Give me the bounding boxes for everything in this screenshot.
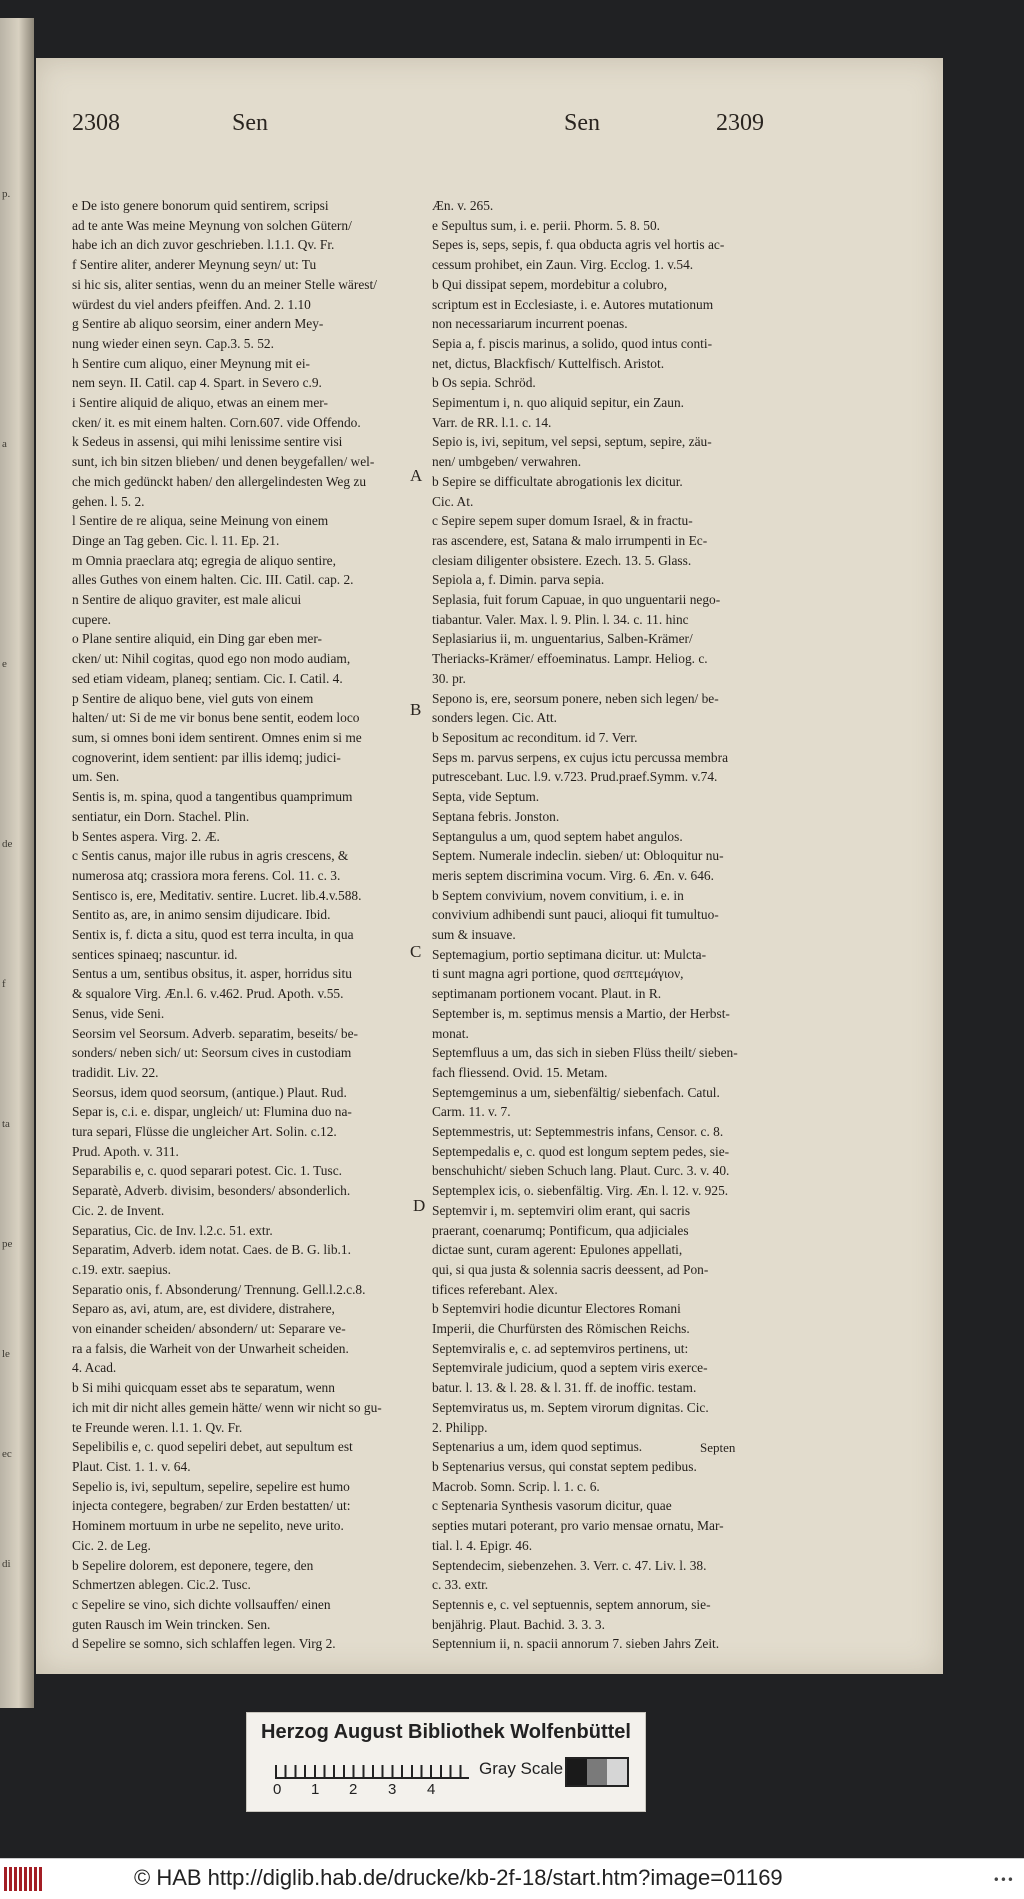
text-line: Seorsus, idem quod seorsum, (antique.) Plaut. Rud. [72, 1084, 347, 1100]
text-line: te Freunde weren. l.1. 1. Qv. Fr. [72, 1419, 243, 1435]
ruler-tick-label: 4 [427, 1781, 436, 1798]
text-line: sunt, ich bin sitzen blieben/ und denen beygefallen/ wel- [72, 454, 375, 470]
text-line: Septana febris. Jonston. [432, 808, 560, 824]
scale-card [246, 1712, 646, 1812]
text-line: ras ascendere, est, Satana & malo irrumpenti in Ec- [432, 532, 708, 548]
gray-swatch [587, 1759, 607, 1785]
text-line: Sepimentum i, n. quo aliquid sepitur, ein Zaun. [432, 395, 684, 411]
text-line: d Sepelire se somno, sich schlaffen legen. Virg 2. [72, 1636, 336, 1652]
text-line: Sepelibilis e, c. quod sepeliri debet, aut sepultum est [72, 1439, 353, 1455]
text-line: Prud. Apoth. v. 311. [72, 1143, 179, 1159]
margin-marker: B [410, 700, 422, 719]
text-line: Septemviralis e, c. ad septemviros pertinens, ut: [432, 1340, 689, 1356]
text-line: Dinge an Tag geben. Cic. l. 11. Ep. 21. [72, 532, 280, 548]
facing-page-fragment: de [2, 838, 13, 850]
text-line: Septennium ii, n. spacii annorum 7. sieben Jahrs Zeit. [432, 1636, 720, 1652]
text-line: Macrob. Somn. Scrip. l. 1. c. 6. [432, 1478, 600, 1494]
page-header [36, 110, 776, 146]
text-line: b Sentes aspera. Virg. 2. Æ. [72, 828, 220, 844]
text-line: qui, si qua justa & solennia sacris deessent, ad Pon- [432, 1261, 709, 1277]
text-line: praerant, coenarumq; Pontificum, qua adjiciales [432, 1222, 689, 1238]
text-line: i Sentire aliquid de aliquo, etwas an einem mer- [72, 395, 328, 411]
text-line: b Qui dissipat sepem, mordebitur a colubro, [432, 276, 668, 292]
text-line: sed etiam videam, planeq; sentiam. Cic. I. Catil. 4. [72, 670, 343, 686]
facing-page-fragment: di [2, 1558, 11, 1570]
gray-swatch [607, 1759, 627, 1785]
text-line: Sepiola a, f. Dimin. parva sepia. [432, 572, 605, 588]
text-line: Cic. 2. de Invent. [72, 1202, 165, 1218]
text-line: Sepono is, ere, seorsum ponere, neben sich legen/ be- [432, 690, 719, 706]
text-line: nem seyn. II. Catil. cap 4. Spart. in Severo c.9. [72, 375, 322, 391]
text-line: alles Guthes von einem halten. Cic. III. Catil. cap. 2. [72, 572, 354, 588]
text-line: Separo as, avi, atum, are, est dividere, distrahere, [72, 1301, 335, 1317]
text-line: clesiam diligenter obsistere. Ezech. 13. 5. Glass. [432, 552, 692, 568]
text-line: h Sentire cum aliquo, einer Meynung mit ei- [72, 355, 310, 371]
text-line: b Septenarius versus, qui constat septem pedibus. [432, 1459, 697, 1474]
text-line: che mich gedünckt haben/ den allergelindesten Weg zu [72, 473, 367, 489]
text-line: sonders/ neben sich/ ut: Seorsum cives in custodiam [72, 1045, 352, 1061]
text-line: convivium adhibendi sunt pauci, alioqui fit tumultuo- [432, 907, 719, 923]
text-line: Septenarius a um, idem quod septimus. [432, 1439, 643, 1455]
text-line: ra a falsis, die Warheit von der Unwarheit scheiden. [72, 1340, 349, 1356]
text-line: Separatè, Adverb. divisim, besonders/ absonderlich. [72, 1183, 351, 1199]
text-line: Separatius, Cic. de Inv. l.2.c. 51. extr. [72, 1222, 273, 1238]
text-line: halten/ ut: Si de me vir bonus bene sentit, eodem loco [72, 710, 360, 726]
text-line: Sepes is, seps, sepis, f. qua obducta agris vel hortis ac- [432, 237, 725, 253]
text-line: Theriacks-Krämer/ effoeminatus. Lampr. Heliog. c. [432, 651, 708, 667]
ruler-tick-label: 3 [388, 1781, 397, 1798]
text-line: k Sedeus in assensi, qui mihi lenissime sentire visi [72, 434, 343, 450]
text-line: tial. l. 4. Epigr. 46. [432, 1537, 533, 1553]
facing-page-fragment: p. [2, 188, 11, 200]
text-line: c. 33. extr. [432, 1577, 489, 1593]
text-line: b Sepire se difficultate abrogationis lex dicitur. [432, 473, 683, 489]
text-line: nen/ umbgeben/ verwahren. [432, 454, 582, 470]
text-line: Senus, vide Seni. [72, 1005, 165, 1021]
text-line: Sepio is, ivi, sepitum, vel sepsi, septum, sepire, zäu- [432, 434, 712, 450]
text-line: numerosa atq; crassiora mora ferens. Col. 11. c. 3. [72, 867, 341, 883]
text-line: net, dictus, Blackfisch/ Kuttelfisch. Aristot. [432, 355, 665, 371]
text-line: c Septenaria Synthesis vasorum dicitur, quae [432, 1498, 672, 1514]
text-line: o Plane sentire aliquid, ein Ding gar eben mer- [72, 631, 322, 647]
text-line: Septemvir i, m. septemviri olim erant, qui sacris [432, 1202, 691, 1218]
text-line: Sentus a um, sentibus obsitus, it. asper, horridus situ [72, 966, 352, 982]
text-line: m Omnia praeclara atq; egregia de aliquo sentire, [72, 552, 336, 568]
text-line: n Sentire de aliquo graviter, est male alicui [72, 592, 302, 608]
text-line: meris septem discrimina vocum. Virg. 6. Æn. v. 646. [432, 867, 714, 883]
facing-page-fragment: le [2, 1348, 10, 1360]
text-line: sum, si omnes boni idem sentirent. Omnes enim si me [72, 729, 362, 745]
text-line: cessum prohibet, ein Zaun. Virg. Ecclog. 1. v.54. [432, 257, 694, 273]
text-line: Sentis is, m. spina, quod a tangentibus quamprimum [72, 789, 353, 805]
text-line: 4. Acad. [72, 1360, 117, 1376]
text-line: Plaut. Cist. 1. 1. v. 64. [72, 1459, 191, 1474]
text-line: cupere. [72, 611, 112, 627]
gray-swatch [567, 1759, 587, 1785]
text-line: Septempedalis e, c. quod est longum septem pedes, sie- [432, 1143, 730, 1159]
text-line: Hominem mortuum in urbe ne sepelito, neve urito. [72, 1518, 344, 1534]
text-line: monat. [432, 1025, 469, 1041]
text-line: Æn. v. 265. [432, 198, 494, 213]
text-line: Sentisco is, ere, Meditativ. sentire. Lucret. lib.4.v.588. [72, 887, 362, 903]
more-icon[interactable]: ••• [992, 1873, 1014, 1887]
text-line: injecta contegere, begraben/ zur Erden bestatten/ ut: [72, 1498, 351, 1514]
text-line: Septa, vide Septum. [432, 789, 540, 805]
text-line: si hic sis, aliter sentias, wenn du an meiner Stelle wärest/ [72, 276, 377, 292]
ruler-tick-label: 1 [311, 1781, 320, 1798]
text-line: ti sunt magna agri portione, quod σεπτεμάγιον, [432, 966, 684, 982]
facing-page-fragment: pe [2, 1238, 13, 1250]
text-line: batur. l. 13. & l. 28. & l. 31. ff. de inoffic. testam. [432, 1380, 697, 1396]
text-line: b Si mihi quicquam esset abs te separatum, wenn [72, 1380, 335, 1396]
text-line: sum & insuave. [432, 927, 516, 943]
text-line: Cic. 2. de Leg. [72, 1537, 151, 1553]
text-line: Separ is, c.i. e. dispar, ungleich/ ut: Flumina duo na- [72, 1104, 352, 1120]
text-line: putrescebant. Luc. l.9. v.723. Prud.praef.Symm. v.74. [432, 769, 718, 785]
text-line: tura separi, Flüsse die ungleicher Art. Solin. c.12. [72, 1124, 337, 1140]
text-line: um. Sen. [72, 769, 120, 785]
text-line: Septemplex icis, o. siebenfältig. Virg. Æn. l. 12. v. 925. [432, 1183, 729, 1199]
facing-page-edge [0, 18, 34, 1708]
text-line: c Sentis canus, major ille rubus in agris crescens, & [72, 848, 349, 864]
text-line: c.19. extr. saepius. [72, 1261, 171, 1277]
text-line: b Os sepia. Schröd. [432, 375, 536, 391]
text-line: tradidit. Liv. 22. [72, 1064, 159, 1080]
text-line: Sepia a, f. piscis marinus, a solido, quod intus conti- [432, 335, 713, 351]
gray-scale-label: Gray Scale [479, 1759, 564, 1778]
text-line: tiabantur. Valer. Max. l. 9. Plin. l. 34. c. 11. hinc [432, 611, 689, 627]
ruler-tick-label: 2 [349, 1781, 358, 1798]
facing-page-fragment: ec [2, 1448, 12, 1460]
footer-bar [0, 1858, 1024, 1899]
text-line: c Sepire sepem super domum Israel, & in fractu- [432, 513, 693, 529]
text-line: non necessariarum incurrent poenas. [432, 316, 628, 332]
library-name: Herzog August Bibliothek Wolfenbüttel [261, 1721, 631, 1743]
text-line: sentiatur, ein Dorn. Stachel. Plin. [72, 808, 250, 824]
text-line: Sentix is, f. dicta a situ, quod est terra inculta, in qua [72, 927, 354, 943]
right-column [432, 196, 802, 1654]
text-line: Septem. Numerale indeclin. sieben/ ut: Obloquitur nu- [432, 848, 724, 864]
facing-page-fragment: f [2, 978, 6, 990]
text-line: Septemagium, portio septimana dicitur. ut: Mulcta- [432, 946, 707, 962]
text-line: von einander scheiden/ absondern/ ut: Separare ve- [72, 1321, 346, 1337]
text-line: p Sentire de aliquo bene, viel guts von einem [72, 690, 314, 706]
facing-page-fragment: e [2, 658, 7, 670]
text-line: guten Rausch im Wein trincken. Sen. [72, 1616, 271, 1632]
text-line: g Sentire ab aliquo seorsim, einer andern Mey- [72, 316, 324, 332]
facing-page-fragment: ta [2, 1118, 10, 1130]
text-line: Sentito as, are, in animo sensim dijudicare. Ibid. [72, 907, 331, 923]
text-line: b Sepelire dolorem, est deponere, tegere, den [72, 1557, 314, 1573]
text-line: c Sepelire se vino, sich dichte vollsauffen/ einen [72, 1596, 331, 1612]
text-line: Cic. At. [432, 493, 474, 509]
text-line: cken/ ut: Nihil cogitas, quod ego non modo audiam, [72, 651, 351, 667]
text-line: Separabilis e, c. quod separari potest. Cic. 1. Tusc. [72, 1163, 343, 1179]
text-line: habe ich an dich zuvor geschrieben. l.1.1. Qv. Fr. [72, 237, 335, 253]
text-line: ad te ante Was meine Meynung von solchen Gütern/ [72, 217, 352, 233]
text-line: Seplasia, fuit forum Capuae, in quo unguentarii nego- [432, 592, 721, 608]
right-running-title: Sen [564, 110, 600, 136]
margin-marker: D [413, 1196, 426, 1215]
right-page-number: 2309 [716, 110, 764, 136]
gray-swatches [565, 1757, 629, 1787]
text-line: septies mutari poterant, pro vario mensae ornatu, Mar- [432, 1518, 724, 1534]
text-line: Schmertzen ablegen. Cic.2. Tusc. [72, 1577, 251, 1593]
text-line: l Sentire de re aliqua, seine Meinung von einem [72, 513, 329, 529]
catchword: Septen [700, 1440, 736, 1455]
text-line: fach fliessend. Ovid. 15. Metam. [432, 1064, 608, 1080]
text-line: b Sepositum ac reconditum. id 7. Verr. [432, 729, 638, 745]
text-line: ich mit dir nicht alles gemein hätte/ wenn wir nicht so gu- [72, 1399, 382, 1415]
copyright-url[interactable]: © HAB http://diglib.hab.de/drucke/kb-2f-18/start.htm?image=01169 [134, 1865, 783, 1890]
text-line: Septendecim, siebenzehen. 3. Verr. c. 47. Liv. l. 38. [432, 1557, 707, 1573]
text-line: September is, m. septimus mensis a Martio, der Herbst- [432, 1005, 730, 1021]
text-line: Seps m. parvus serpens, ex cujus ictu percussa membra [432, 749, 729, 765]
text-line: Septennis e, c. vel septuennis, septem annorum, sie- [432, 1596, 711, 1612]
margin-marker: C [410, 942, 422, 961]
text-line: e Sepultus sum, i. e. perii. Phorm. 5. 8. 50. [432, 217, 661, 233]
facing-page-fragment: a [2, 438, 7, 450]
text-line: würdest du viel anders pfeiffen. And. 2. 1.10 [72, 296, 311, 312]
text-line: b Septem convivium, novem convitium, i. e. in [432, 887, 684, 903]
text-line: Septemvirale judicium, quod a septem viris exerce- [432, 1360, 708, 1376]
text-line: Seorsim vel Seorsum. Adverb. separatim, beseits/ be- [72, 1025, 358, 1041]
text-line: Septemviratus us, m. Septem virorum dignitas. Cic. [432, 1399, 709, 1415]
text-line: nung wieder einen seyn. Cap.3. 5. 52. [72, 335, 274, 351]
text-line: tifices referebant. Alex. [432, 1281, 558, 1297]
text-line: Septemgeminus a um, siebenfältig/ siebenfach. Catul. [432, 1084, 720, 1100]
left-column [72, 196, 432, 1654]
ruler-tick-label: 0 [273, 1781, 282, 1798]
text-line: Septemfluus a um, das sich in sieben Flüss theilt/ sieben- [432, 1045, 738, 1061]
text-line: septimanam portionem vocant. Plaut. in R. [432, 986, 662, 1002]
left-page-number: 2308 [72, 110, 120, 136]
text-line: 30. pr. [432, 670, 466, 686]
text-line: Carm. 11. v. 7. [432, 1104, 511, 1120]
text-line: Separatio onis, f. Absonderung/ Trennung. Gell.l.2.c.8. [72, 1281, 366, 1297]
text-line: Sepelio is, ivi, sepultum, sepelire, sepelire est humo [72, 1478, 350, 1494]
text-line: Varr. de RR. l.1. c. 14. [432, 414, 552, 430]
text-line: sentices spinaeq; nascuntur. id. [72, 946, 238, 962]
text-line: b Septemviri hodie dicuntur Electores Romani [432, 1301, 681, 1317]
text-line: scriptum est in Ecclesiaste, i. e. Autores mutationum [432, 296, 714, 312]
margin-marker: A [410, 466, 423, 485]
text-line: & squalore Virg. Æn.l. 6. v.462. Prud. Apoth. v.55. [72, 986, 344, 1002]
text-line: cken/ it. es mit einem halten. Corn.607. vide Offendo. [72, 414, 361, 430]
text-line: e De isto genere bonorum quid sentirem, scripsi [72, 198, 329, 213]
text-line: gehen. l. 5. 2. [72, 493, 145, 509]
text-line: benjährig. Plaut. Bachid. 3. 3. 3. [432, 1616, 605, 1632]
hab-logo-icon [4, 1867, 44, 1891]
text-line: dictae sunt, curam agerent: Epulones appellati, [432, 1242, 683, 1258]
left-running-title: Sen [232, 110, 268, 136]
text-line: Septemmestris, ut: Septemmestris infans, Censor. c. 8. [432, 1124, 724, 1140]
text-line: sonders legen. Cic. Att. [432, 710, 557, 726]
text-line: f Sentire aliter, anderer Meynung seyn/ ut: Tu [72, 257, 317, 273]
text-line: Separatim, Adverb. idem notat. Caes. de B. G. lib.1. [72, 1242, 351, 1258]
text-line: Septangulus a um, quod septem habet angulos. [432, 828, 683, 844]
text-line: Imperii, die Churfürsten des Römischen Reichs. [432, 1321, 690, 1337]
scale-ruler [275, 1755, 469, 1779]
text-line: benschuhicht/ sieben Schuch lang. Plaut. Curc. 3. v. 40. [432, 1163, 730, 1179]
text-line: 2. Philipp. [432, 1419, 488, 1435]
text-line: cognoverint, idem sentient: par illis idemq; judici- [72, 749, 341, 765]
text-line: Seplasiarius ii, m. unguentarius, Salben-Krämer/ [432, 631, 693, 647]
